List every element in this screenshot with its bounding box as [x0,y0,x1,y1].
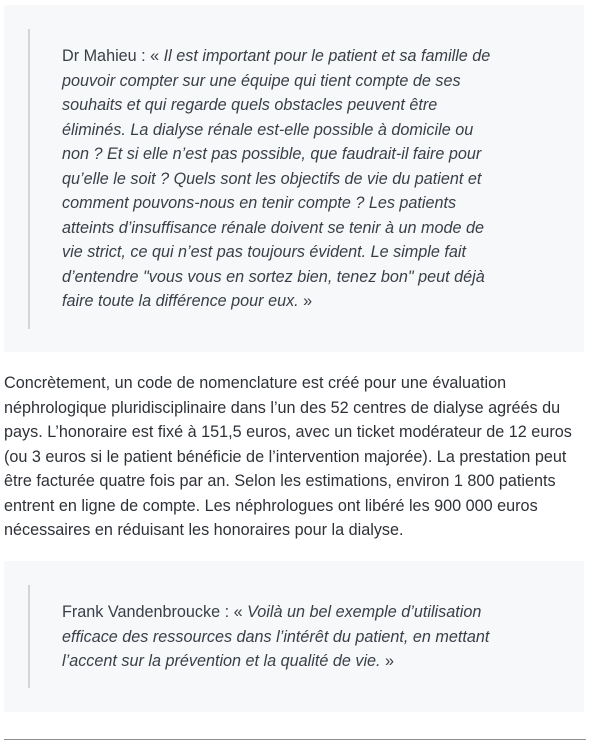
quote-body: Il est important pour le patient et sa famille de pouvoir compter sur une équipe qui tient compte de ses souhaits et qui regarde quels obstacles peuvent être éliminés. La dialyse rénale est-elle possible à domicile ou non ? Et si elle n’est pas possible, que faudrait-il faire pour qu’elle le soit ? Quels sont les objectifs de vie du patient et comment pouvons-nous en tenir compte ? Les patients atteints d’insuffisance rénale doivent se tenir à un mode de vie strict, ce qui n’est pas toujours évident. Le simple fait d’entendre "vous vous en sortez bien, tenez bon" peut déjà faire toute la différence pour eux. [62,47,491,310]
quote-speaker: Dr Mahieu : « [62,47,164,65]
quote-body: Voilà un bel exemple d’utilisation efficace des ressources dans l’intérêt du patient, en mettant l’accent sur la prévention et la qualité de vie. [62,603,490,670]
body-paragraph: Concrètement, un code de nomenclature est créé pour une évaluation néphrologique pluridisciplinaire dans l’un des 52 centres de dialyse agréés du pays. L’honoraire est fixé à 151,5 euros, avec un ticket modérateur de 12 euros (ou 3 euros si le patient bénéficie de l’intervention majorée). La prestation peut être facturée quatre fois par an. Selon les estimations, environ 1 800 patients entrent en ligne de compte. Les néphrologues ont libéré les 900 000 euros nécessaires en réduisant les honoraires pour la dialyse. [4,374,572,539]
quote-border [28,29,30,329]
quote-close: » [380,652,395,670]
quote-border [28,585,30,688]
quote-block-vandenbroucke [4,561,584,712]
quote-text [62,600,502,674]
quote-speaker: Frank Vandenbroucke : « [62,603,248,621]
quote-text [62,44,502,314]
quote-block-mahieu [4,5,584,352]
horizontal-divider [4,739,586,740]
quote-close: » [298,292,313,310]
